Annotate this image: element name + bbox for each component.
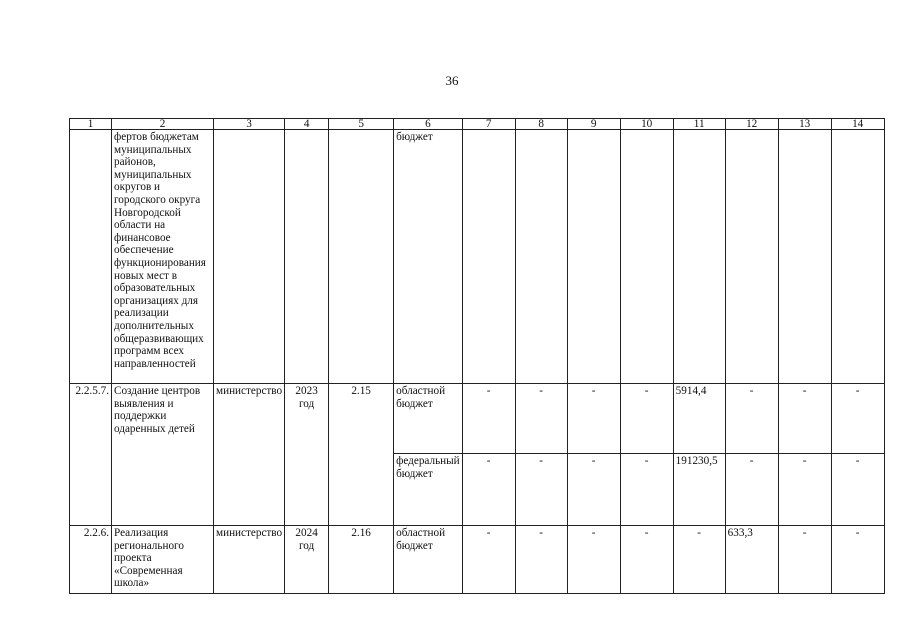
cell-target — [329, 130, 394, 384]
header-col-7: 7 — [462, 119, 515, 130]
cell-source: федеральный бюджет — [394, 454, 463, 526]
cell-value — [567, 130, 620, 384]
cell-value: - — [778, 384, 831, 454]
cell-value: - — [831, 526, 884, 594]
cell-value: 191230,5 — [673, 454, 725, 526]
cell-value — [831, 130, 884, 384]
cell-value: - — [673, 526, 725, 594]
header-col-9: 9 — [567, 119, 620, 130]
budget-table — [69, 118, 885, 594]
cell-number — [70, 130, 112, 384]
table-row — [70, 384, 885, 454]
header-col-6: 6 — [394, 119, 463, 130]
cell-source: бюджет — [394, 130, 463, 384]
header-col-4: 4 — [285, 119, 329, 130]
cell-value: - — [831, 454, 884, 526]
cell-value: - — [567, 384, 620, 454]
header-col-14: 14 — [831, 119, 884, 130]
cell-executor — [214, 130, 285, 384]
cell-value — [673, 130, 725, 384]
header-row — [70, 119, 885, 130]
cell-value: - — [515, 454, 567, 526]
cell-value — [462, 130, 515, 384]
cell-activity: Реализация регионального проекта «Современная школа» — [112, 526, 214, 594]
cell-activity: Создание центров выявления и поддержки одаренных детей — [112, 384, 214, 526]
cell-number: 2.2.5.7. — [70, 384, 112, 526]
cell-value: - — [462, 526, 515, 594]
cell-year: 2024 год — [285, 526, 329, 594]
cell-value — [778, 130, 831, 384]
table-row — [70, 130, 885, 384]
cell-executor: министерство — [214, 526, 285, 594]
cell-value: 5914,4 — [673, 384, 725, 454]
table-row — [70, 526, 885, 594]
cell-source: областной бюджет — [394, 526, 463, 594]
cell-value: - — [620, 384, 673, 454]
cell-value: - — [778, 454, 831, 526]
cell-value: - — [725, 384, 778, 454]
header-col-8: 8 — [515, 119, 567, 130]
cell-value: - — [515, 526, 567, 594]
cell-value — [725, 130, 778, 384]
cell-value: - — [725, 454, 778, 526]
cell-target: 2.16 — [329, 526, 394, 594]
header-col-13: 13 — [778, 119, 831, 130]
cell-value: - — [778, 526, 831, 594]
header-col-2: 2 — [112, 119, 214, 130]
cell-value: - — [620, 526, 673, 594]
header-col-3: 3 — [214, 119, 285, 130]
header-col-11: 11 — [673, 119, 725, 130]
cell-activity: фертов бюджетам муниципальных районов, муниципальных округов и городского округа Новгородской области на финансовое обеспечение функционирования новых мест в образовательных организациях для реализации дополнительных общеразвивающих программ всех направленностей — [112, 130, 214, 384]
cell-executor: министерство — [214, 384, 285, 526]
cell-value: 633,3 — [725, 526, 778, 594]
cell-target: 2.15 — [329, 384, 394, 526]
cell-value: - — [620, 454, 673, 526]
header-col-10: 10 — [620, 119, 673, 130]
cell-value: - — [462, 384, 515, 454]
cell-value: - — [567, 526, 620, 594]
header-col-12: 12 — [725, 119, 778, 130]
cell-value: - — [462, 454, 515, 526]
header-col-5: 5 — [329, 119, 394, 130]
cell-value: - — [515, 384, 567, 454]
cell-year — [285, 130, 329, 384]
cell-value — [620, 130, 673, 384]
cell-value — [515, 130, 567, 384]
page-number: 36 — [445, 73, 459, 88]
cell-source: областной бюджет — [394, 384, 463, 454]
cell-number: 2.2.6. — [70, 526, 112, 594]
cell-value: - — [567, 454, 620, 526]
cell-value: - — [831, 384, 884, 454]
cell-year: 2023 год — [285, 384, 329, 526]
header-col-1: 1 — [70, 119, 112, 130]
